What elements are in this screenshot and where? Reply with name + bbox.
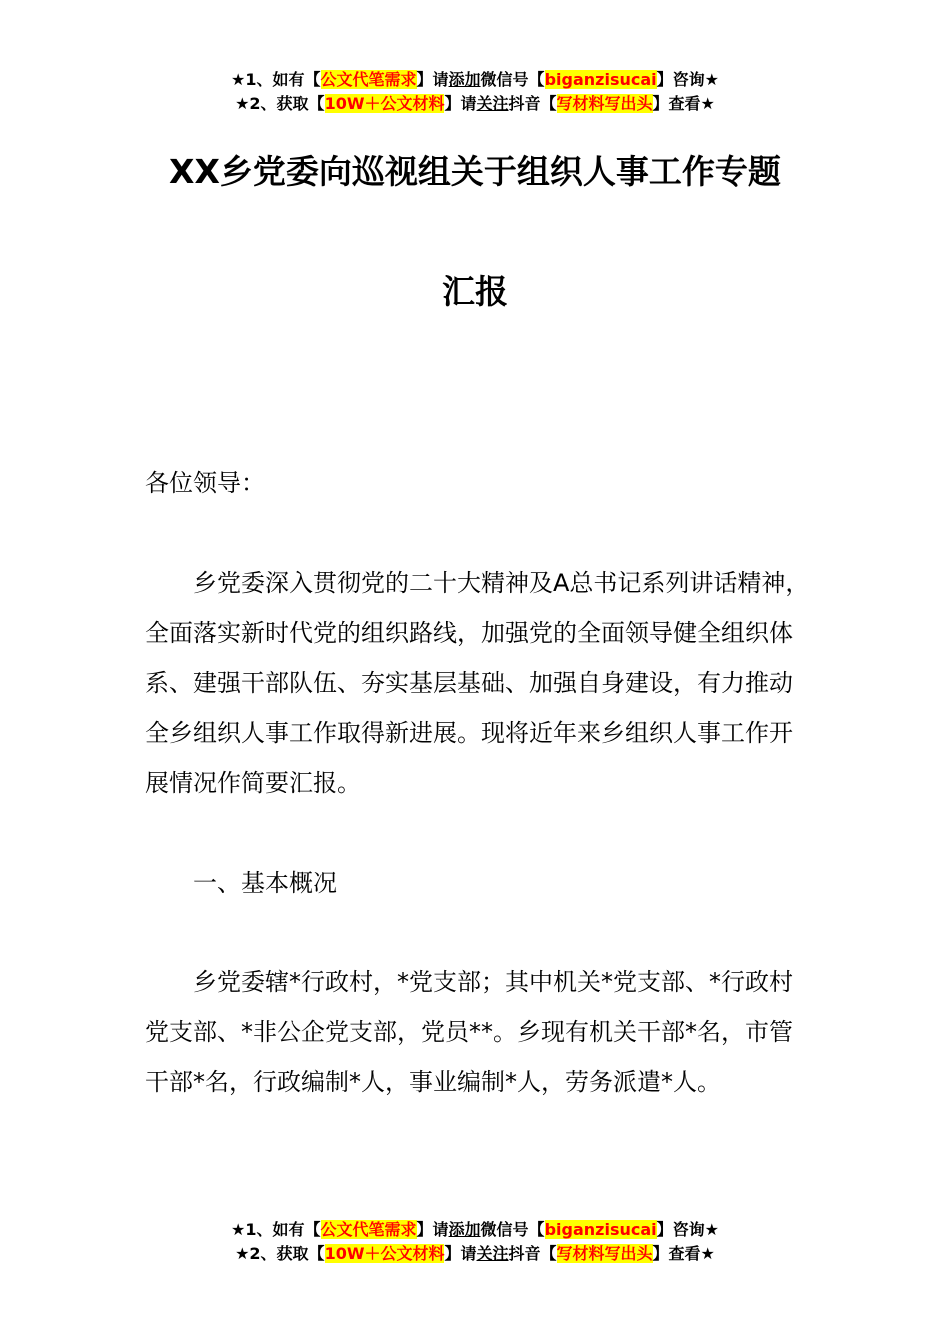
promo-line-2: [0, 1242, 950, 1266]
promo-text: ★1、如有【: [231, 1220, 321, 1239]
promo-underline: 关注: [476, 1244, 509, 1263]
promo-underline: 关注: [476, 94, 509, 113]
promo-text: 】请: [444, 1244, 477, 1263]
promo-banner-bottom: [0, 1218, 950, 1266]
promo-text: 】请: [416, 70, 449, 89]
promo-wechat-id: biganzisucai: [544, 1220, 657, 1239]
salutation: 各位领导：: [145, 469, 265, 497]
promo-text: 】咨询★: [656, 70, 719, 89]
promo-line-1: [0, 1218, 950, 1242]
promo-text: 抖音【: [508, 94, 557, 113]
promo-text: 】请: [444, 94, 477, 113]
promo-douyin-id: 写材料写出头: [556, 1244, 653, 1263]
promo-text: 微信号【: [480, 70, 545, 89]
section-heading-1: 一、基本概况: [193, 869, 337, 897]
promo-text: ★2、获取【: [235, 1244, 325, 1263]
promo-wechat-id: biganzisucai: [544, 70, 657, 89]
document-title-line-1: XX乡党委向巡视组关于组织人事工作专题: [169, 152, 781, 191]
promo-banner-top: [0, 68, 950, 116]
promo-underline: 添加: [448, 70, 481, 89]
promo-underline: 添加: [448, 1220, 481, 1239]
document-title-line-2: 汇报: [442, 272, 508, 311]
promo-text: 】请: [416, 1220, 449, 1239]
promo-text: 】查看★: [652, 94, 715, 113]
promo-text: 】咨询★: [656, 1220, 719, 1239]
promo-text: ★2、获取【: [235, 94, 325, 113]
promo-line-1: [0, 68, 950, 92]
promo-text: 微信号【: [480, 1220, 545, 1239]
promo-douyin-id: 写材料写出头: [556, 94, 653, 113]
promo-text: 】查看★: [652, 1244, 715, 1263]
overview-paragraph: 乡党委辖*行政村，*党支部；其中机关*党支部、*行政村党支部、*非公企党支部，党员**。乡现有机关干部*名，市管干部*名，行政编制*人，事业编制*人，劳务派遣*人。: [145, 968, 793, 1096]
promo-text: 抖音【: [508, 1244, 557, 1263]
promo-highlight: 10W＋公文材料: [324, 1244, 445, 1263]
promo-highlight: 公文代笔需求: [320, 70, 417, 89]
promo-highlight: 10W＋公文材料: [324, 94, 445, 113]
promo-text: ★1、如有【: [231, 70, 321, 89]
promo-highlight: 公文代笔需求: [320, 1220, 417, 1239]
promo-line-2: [0, 92, 950, 116]
intro-paragraph: 乡党委深入贯彻党的二十大精神及A总书记系列讲话精神，全面落实新时代党的组织路线，加强党的全面领导健全组织体系、建强干部队伍、夯实基层基础、加强自身建设，有力推动全乡组织人事工作取得新进展。现将近年来乡组织人事工作开展情况作简要汇报。: [145, 569, 810, 797]
